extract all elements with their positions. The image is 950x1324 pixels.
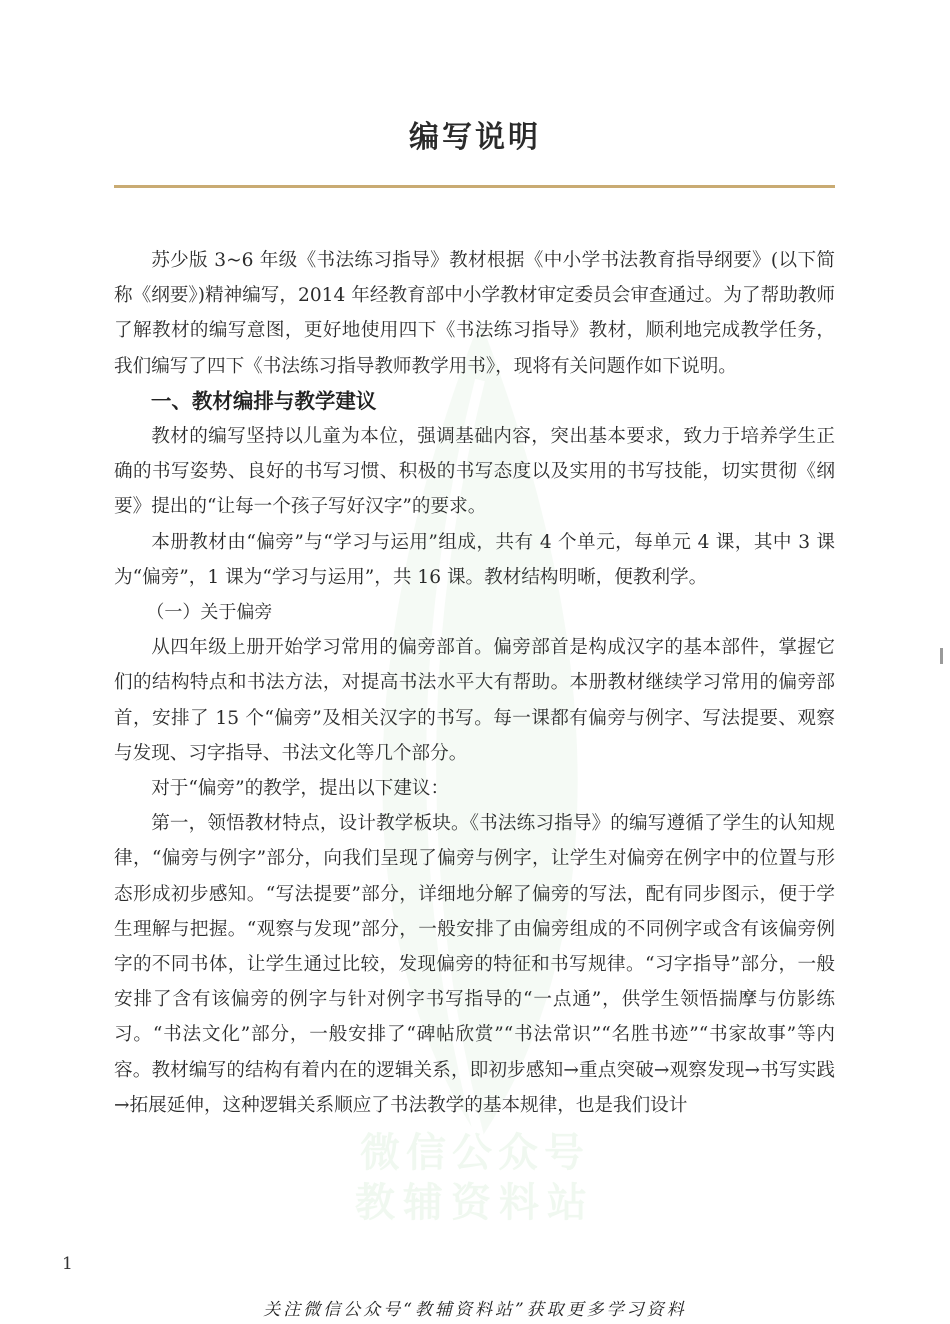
watermark-line: 教辅资料站 bbox=[355, 1180, 595, 1226]
intro-paragraph: 苏少版 3~6 年级《书法练习指导》教材根据《中小学书法教育指导纲要》(以下简称《纲要》)精神编写，2014 年经教育部中小学教材审定委员会审查通过。为了帮助教师了解教材的编写意图，更好地使用四下《书法练习指导》教材，顺利地完成教学任务，我们编写了四下《书法练习指导教师教学用书》，现将有关问题作如下说明。 bbox=[114, 250, 835, 377]
body-paragraph: 教材的编写坚持以儿童为本位，强调基础内容，突出基本要求，致力于培养学生正确的书写姿势、良好的书写习惯、积极的书写态度以及实用的书写技能，切实贯彻《纲要》提出的“让每一个孩子写好汉字”的要求。 bbox=[114, 426, 835, 518]
watermark-line: 微信公众号 bbox=[360, 1130, 590, 1176]
body-paragraph: 本册教材由“偏旁”与“学习与运用”组成，共有 4 个单元，每单元 4 课，其中 3 课为“偏旁”，1 课为“学习与运用”，共 16 课。教材结构明晰，便教利学。 bbox=[114, 531, 835, 588]
footer-note: 关注微信公众号“教辅资料站”获取更多学习资料 bbox=[263, 1300, 687, 1320]
body-paragraph: 第一，领悟教材特点，设计教学板块。《书法练习指导》的编写遵循了学生的认知规律，“偏旁与例字”部分，向我们呈现了偏旁与例字，让学生对偏旁在例字中的位置与形态形成初步感知。“写法提要”部分，详细地分解了偏旁的写法，配有同步图示，便于学生理解与把握。“观察与发现”部分，一般安排了由偏旁组成的不同例字或含有该偏旁例字的不同书体，让学生通过比较，发现偏旁的特征和书写规律。“习字指导”部分，一般安排了含有该偏旁的例字与针对例字书写指导的“一点通”，供学生领悟揣摩与仿影练习。“书法文化”部分，一般安排了“碑帖欣赏”“书法常识”“名胜书迹”“书家故事”等内容。教材编写的结构有着内在的逻辑关系，即初步感知→重点突破→观察发现→书写实践→拓展延伸，这种逻辑关系顺应了书法教学的基本规律，也是我们设计 bbox=[114, 813, 835, 1116]
section-heading: 一、教材编排与教学建议 bbox=[150, 388, 377, 413]
page-number: 1 bbox=[62, 1254, 73, 1274]
watermark-text bbox=[300, 1128, 650, 1228]
document-body bbox=[114, 243, 835, 1123]
page-title: 编写说明 bbox=[409, 120, 541, 155]
body-paragraph: 从四年级上册开始学习常用的偏旁部首。偏旁部首是构成汉字的基本部件，掌握它们的结构特点和书法方法，对提高书法水平大有帮助。本册教材继续学习常用的偏旁部首，安排了 15 个“偏旁”及相关汉字的书写。每一课都有偏旁与例字、写法提要、观察与发现、习字指导、书法文化等几个部分。 bbox=[114, 637, 835, 764]
edge-mark bbox=[940, 648, 943, 664]
title-divider bbox=[114, 185, 835, 188]
subsection-heading: （一）关于偏旁 bbox=[146, 602, 273, 624]
body-paragraph: 对于“偏旁”的教学，提出以下建议： bbox=[151, 778, 450, 800]
